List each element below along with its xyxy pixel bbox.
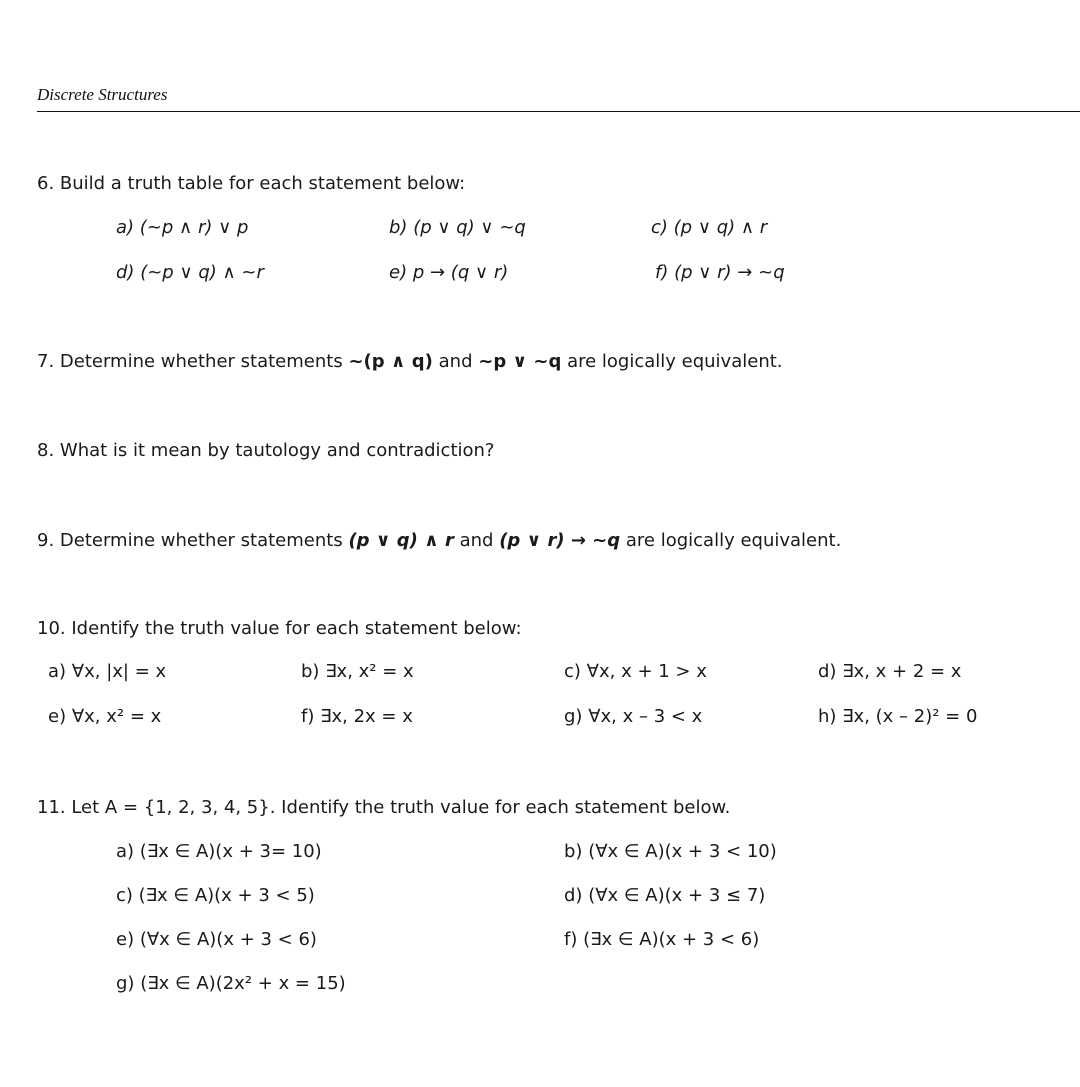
q6-item-f: f) (p ∨ r) → ~q: [655, 262, 785, 283]
q11-item-e: e) (∀x ∈ A)(x + 3 < 6): [116, 929, 317, 950]
q10-item-e: e) ∀x, x² = x: [48, 706, 162, 727]
header-rule: [37, 111, 1080, 112]
q9-expr2: (p ∨ r) → ~q: [499, 530, 621, 551]
q6-item-c: c) (p ∨ q) ∧ r: [651, 217, 768, 238]
q11-item-d: d) (∀x ∈ A)(x + 3 ≤ 7): [564, 885, 766, 906]
q11-item-f: f) (∃x ∈ A)(x + 3 < 6): [564, 929, 760, 950]
q9-expr1: (p ∨ q) ∧ r: [348, 530, 454, 551]
q10-item-c: c) ∀x, x + 1 > x: [564, 661, 707, 682]
q11-item-g: g) (∃x ∈ A)(2x² + x = 15): [116, 973, 346, 994]
q7-expr2: ~p ∨ ~q: [478, 351, 562, 372]
q10-item-d: d) ∃x, x + 2 = x: [818, 661, 962, 682]
q10-item-h: h) ∃x, (x – 2)² = 0: [818, 706, 978, 727]
q6-item-e: e) p → (q ∨ r): [389, 262, 509, 283]
q6-item-d: d) (~p ∨ q) ∧ ~r: [116, 262, 264, 283]
q6-prompt: 6. Build a truth table for each statement below:: [37, 173, 466, 194]
q10-item-b: b) ∃x, x² = x: [301, 661, 414, 682]
q10-item-g: g) ∀x, x – 3 < x: [564, 706, 703, 727]
q8-statement: 8. What is it mean by tautology and contradiction?: [37, 440, 495, 461]
q7-statement: 7. Determine whether statements ~(p ∧ q) and ~p ∨ ~q are logically equivalent.: [37, 351, 783, 372]
q7-expr1: ~(p ∧ q): [348, 351, 433, 372]
q10-item-a: a) ∀x, |x| = x: [48, 661, 167, 682]
q11-item-c: c) (∃x ∈ A)(x + 3 < 5): [116, 885, 315, 906]
q11-prompt: 11. Let A = {1, 2, 3, 4, 5}. Identify the truth value for each statement below.: [37, 797, 731, 818]
q11-item-a: a) (∃x ∈ A)(x + 3= 10): [116, 841, 322, 862]
q10-item-f: f) ∃x, 2x = x: [301, 706, 413, 727]
q6-item-b: b) (p ∨ q) ∨ ~q: [389, 217, 526, 238]
q6-item-a: a) (~p ∧ r) ∨ p: [116, 217, 249, 238]
q9-statement: 9. Determine whether statements (p ∨ q) ∧ r and (p ∨ r) → ~q are logically equivalent.: [37, 530, 842, 551]
page-header-title: Discrete Structures: [37, 85, 168, 104]
q11-item-b: b) (∀x ∈ A)(x + 3 < 10): [564, 841, 777, 862]
q10-prompt: 10. Identify the truth value for each statement below:: [37, 618, 522, 639]
